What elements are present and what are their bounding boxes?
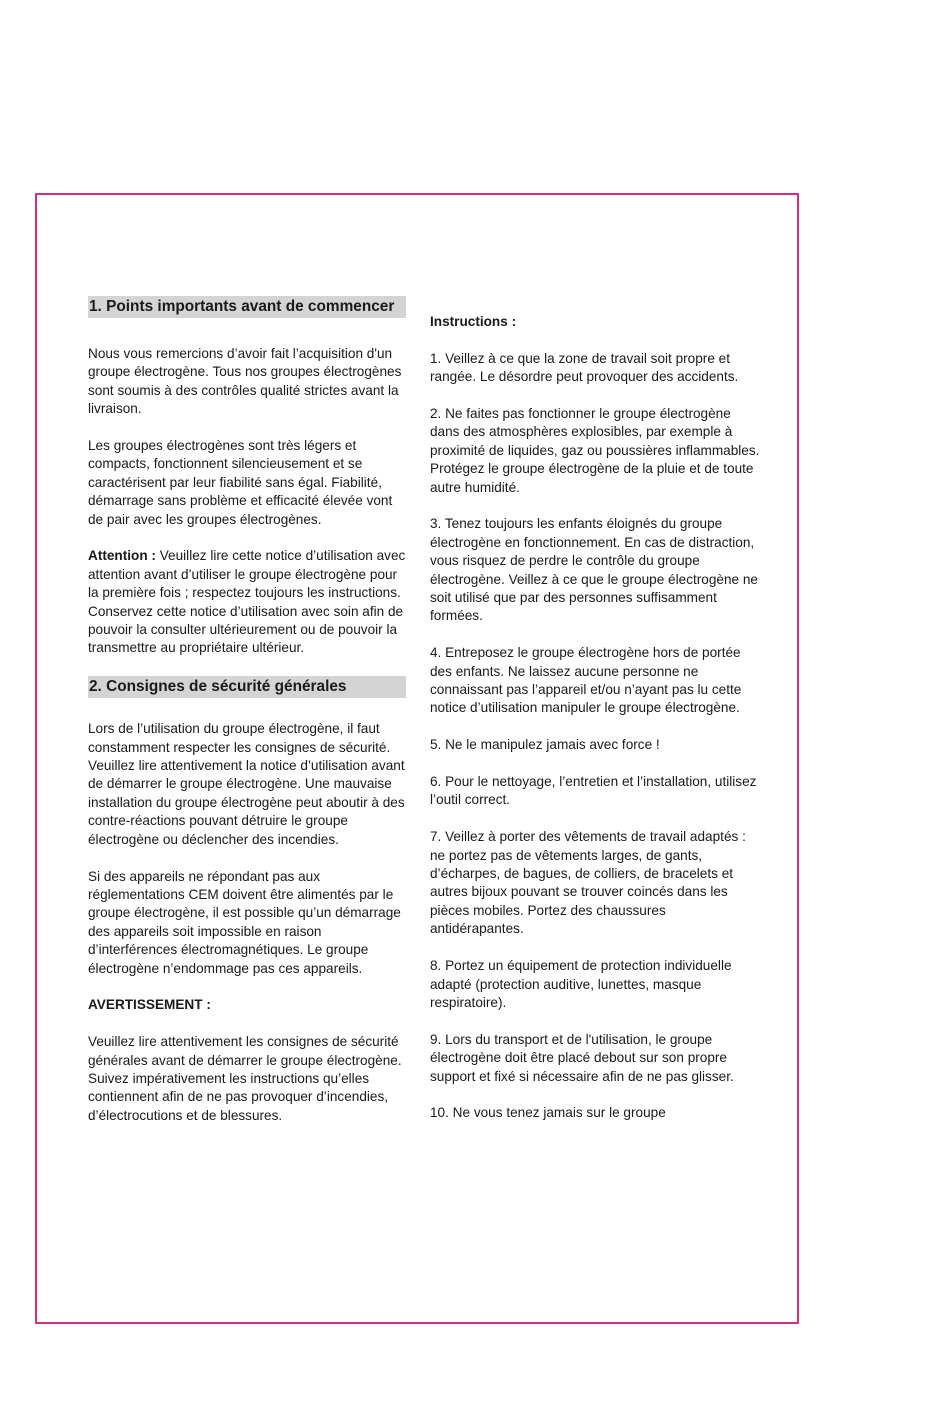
- cem-paragraph: Si des appareils ne répondant pas aux réglementations CEM doivent être alimentés par le groupe électrogène, il est possible qu’un démarrage des appareils soit impossible en raison d’interférences électromagnétiques. Le groupe électrogène n’endommage pas ces appareils.: [88, 868, 401, 976]
- instruction-item-7: 7. Veillez à porter des vêtements de travail adaptés : ne portez pas de vêtements larges, de gants, d’écharpes, de bagues, de colliers, de bracelets et autres bijoux pouvant se trouver coincés dans les pièces mobiles. Portez des chaussures antidérapantes.: [430, 829, 746, 937]
- left-column: [88, 296, 406, 1144]
- features-paragraph: Les groupes électrogènes sont très légers et compacts, fonctionnent silencieusement et se caractérisent par leur fiabilité sans égal. Fiabilité, démarrage sans problème et efficacité élevée vont de pair avec les groupes électrogènes.: [88, 438, 393, 527]
- attention-text: Veuillez lire cette notice d’utilisation avec attention avant d’utiliser le groupe électrogène pour la première fois ; respectez toujours les instructions. Conservez cette notice d’utilisation avec soin afin de pouvoir la consulter ultérieurement ou de pouvoir la transmettre au propriétaire ultérieur.: [88, 548, 406, 656]
- instruction-item-8: 8. Portez un équipement de protection individuelle adapté (protection auditive, lunettes, masque respiratoire).: [430, 958, 732, 1010]
- instruction-item-6: 6. Pour le nettoyage, l’entretien et l’installation, utilisez l’outil correct.: [430, 774, 757, 808]
- instruction-item-3: 3. Tenez toujours les enfants éloignés du groupe électrogène en fonctionnement. En cas de distraction, vous risquez de perdre le contrôle du groupe électrogène. Veillez à ce que le groupe électrogène ne soit utilisé que par des personnes suffisamment formées.: [430, 516, 758, 624]
- instruction-item-5: 5. Ne le manipulez jamais avec force !: [430, 737, 660, 753]
- instruction-item-4: 4. Entreposez le groupe électrogène hors de portée des enfants. Ne laissez aucune personne ne connaissant pas l’appareil et/ou n’ayant pas lu cette notice d’utilisation manipuler le groupe électrogène.: [430, 645, 742, 716]
- warning-paragraph: Veuillez lire attentivement les consignes de sécurité générales avant de démarrer le groupe électrogène. Suivez impérativement les instructions qu’elles contiennent afin de ne pas provoquer d’incendies, d’électrocutions et de blessures.: [88, 1034, 402, 1123]
- attention-paragraph: [88, 547, 406, 657]
- attention-label: Attention :: [88, 548, 156, 564]
- section-heading-2: 2. Consignes de sécurité générales: [88, 676, 406, 698]
- instruction-item-9: 9. Lors du transport et de l'utilisation, le groupe électrogène doit être placé debout sur son propre support et fixé si nécessaire afin de ne pas glisser.: [430, 1031, 734, 1084]
- warning-label-text: AVERTISSEMENT :: [88, 997, 211, 1013]
- intro-paragraph: Nous vous remercions d’avoir fait l’acquisition d'un groupe électrogène. Tous nos groupes électrogènes sont soumis à des contrôles qualité strictes avant la livraison.: [88, 346, 402, 417]
- instructions-label: [430, 313, 760, 331]
- instruction-item-1: 1. Veillez à ce que la zone de travail soit propre et rangée. Le désordre peut provoquer des accidents.: [430, 350, 739, 385]
- instruction-item-2: 2. Ne faites pas fonctionner le groupe électrogène dans des atmosphères explosibles, par exemple à proximité de liquides, gaz ou poussières inflammables. Protégez le groupe électrogène de la pluie et de toute autre humidité.: [430, 406, 760, 495]
- instructions-label-text: Instructions :: [430, 314, 517, 329]
- right-column: [430, 313, 760, 1141]
- instruction-item-10: 10. Ne vous tenez jamais sur le groupe: [430, 1105, 666, 1121]
- section-heading-1: 1. Points importants avant de commencer: [88, 296, 406, 318]
- safety-paragraph: Lors de l’utilisation du groupe électrogène, il faut constamment respecter les consignes de sécurité. Veuillez lire attentivement la notice d’utilisation avant de démarrer le groupe électrogène. Une mauvaise installation du groupe électrogène peut aboutir à des contre-réactions pouvant détruire le groupe électrogène ou déclencher des incendies.: [88, 721, 405, 847]
- warning-label: [88, 996, 406, 1014]
